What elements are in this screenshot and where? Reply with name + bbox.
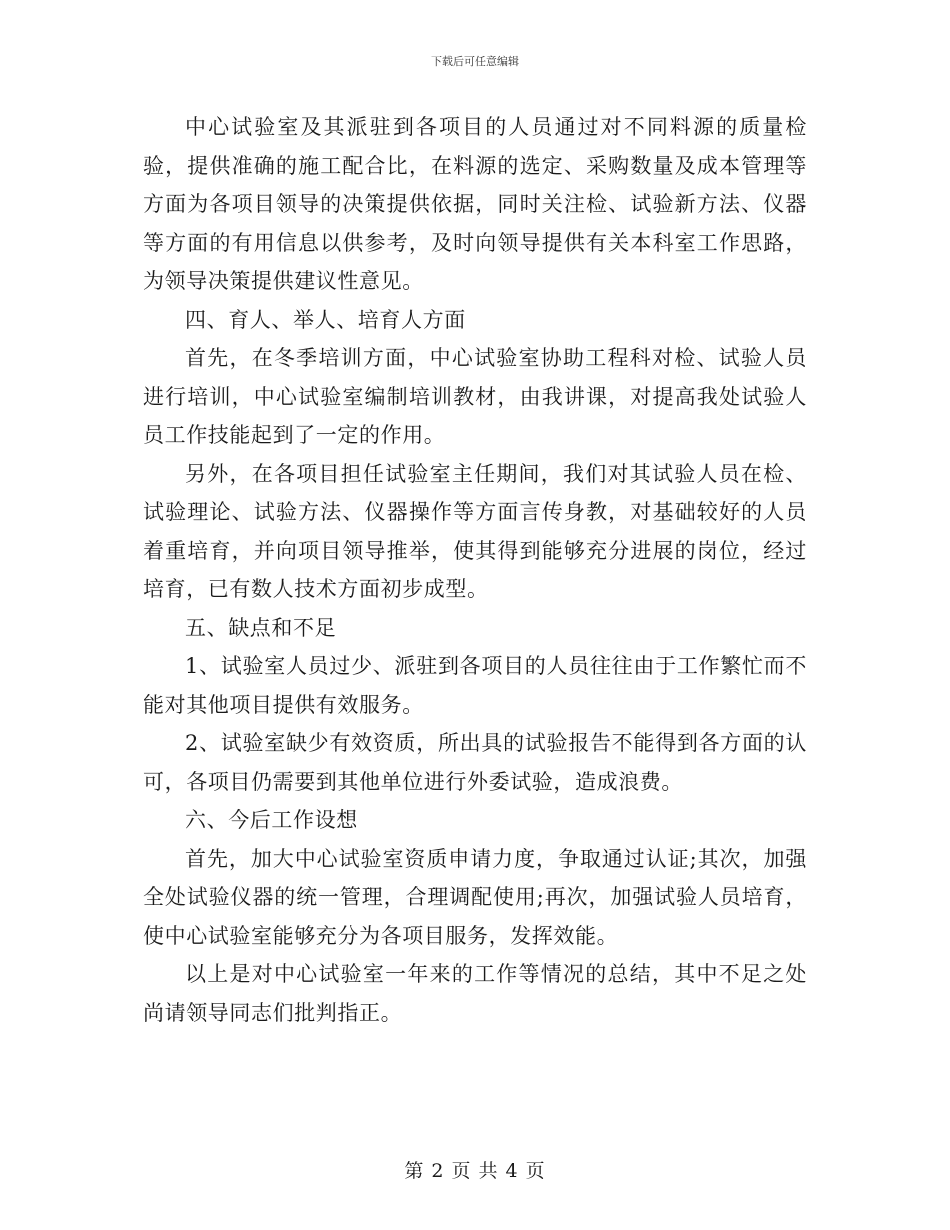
section-heading-5: 五、缺点和不足 xyxy=(185,615,337,640)
paragraph: 中心试验室及其派驻到各项目的人员通过对不同料源的质量检验，提供准确的施工配合比，在料源的选定、采购数量及成本管理等方面为各项目领导的决策提供依据，同时关注检、试验新方法、仪器等方面的有用信息以供参考，及时向领导提供有关本科室工作思路，为领导决策提供建议性意见。 xyxy=(143,115,807,293)
closing-paragraph: 以上是对中心试验室一年来的工作等情况的总结，其中不足之处尚请领导同志们批判指正。 xyxy=(143,962,807,1025)
page-header: 下载后可任意编辑 xyxy=(431,55,519,68)
list-item: 1、试验室人员过少、派驻到各项目的人员往往由于工作繁忙而不能对其他项目提供有效服务。 xyxy=(143,654,807,717)
paragraph: 另外，在各项目担任试验室主任期间，我们对其试验人员在检、试验理论、试验方法、仪器操作等方面言传身教，对基础较好的人员着重培育，并向项目领导推举，使其得到能够充分进展的岗位，经过培育，已有数人技术方面初步成型。 xyxy=(143,461,807,601)
section-heading-4: 四、育人、举人、培育人方面 xyxy=(185,307,466,332)
paragraph: 首先，加大中心试验室资质申请力度，争取通过认证;其次，加强全处试验仪器的统一管理，合理调配使用;再次，加强试验人员培育，使中心试验室能够充分为各项目服务，发挥效能。 xyxy=(143,846,807,948)
list-item: 2、试验室缺少有效资质，所出具的试验报告不能得到各方面的认可，各项目仍需要到其他单位进行外委试验，造成浪费。 xyxy=(143,731,807,794)
page-number-footer: 第 2 页 共 4 页 xyxy=(404,1160,546,1182)
section-heading-6: 六、今后工作设想 xyxy=(185,808,358,832)
paragraph: 首先，在冬季培训方面，中心试验室协助工程科对检、试验人员进行培训，中心试验室编制培训教材，由我讲课，对提高我处试验人员工作技能起到了一定的作用。 xyxy=(143,346,807,447)
document-body xyxy=(143,108,807,1032)
